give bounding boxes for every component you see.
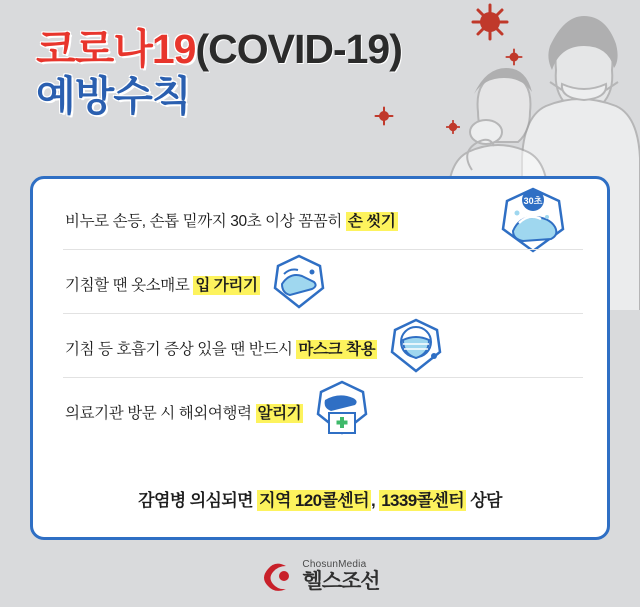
title-covid-english: (COVID-19) bbox=[195, 26, 402, 72]
rule-text bbox=[65, 337, 377, 359]
rule-text-before: 기침 등 호흡기 증상 있을 땐 반드시 bbox=[65, 341, 297, 358]
rule-text-highlight: 마스크 착용 bbox=[298, 341, 376, 358]
rule-text bbox=[65, 401, 303, 423]
rule-text-highlight: 알리기 bbox=[257, 405, 302, 422]
hospital-travel-icon bbox=[313, 380, 371, 445]
rule-text-before: 의료기관 방문 시 해외여행력 bbox=[65, 405, 256, 422]
rule-item-cough-etiquette bbox=[65, 255, 581, 313]
rule-item-wear-mask bbox=[65, 319, 581, 377]
rule-text bbox=[65, 209, 398, 231]
svg-text:30초: 30초 bbox=[523, 196, 543, 206]
chosun-media-logo bbox=[0, 559, 640, 593]
contact-1339-center: 1339콜센터 bbox=[381, 491, 465, 510]
contact-prefix: 감염병 의심되면 bbox=[138, 491, 258, 510]
rule-text-highlight: 입 가리기 bbox=[195, 277, 258, 294]
title-line-1 bbox=[36, 28, 476, 71]
title-line-2: 예방수칙 bbox=[36, 73, 191, 120]
contact-local-center: 지역 120콜센터 bbox=[259, 491, 369, 510]
rule-item-handwashing bbox=[65, 191, 581, 249]
logo-text-main: 헬스조선 bbox=[302, 569, 380, 593]
logo-text-top: ChosunMedia bbox=[302, 558, 367, 570]
prevention-rules-card bbox=[30, 176, 610, 540]
contact-suffix: 상담 bbox=[466, 491, 502, 510]
virus-icon bbox=[446, 120, 460, 134]
cough-sleeve-icon bbox=[270, 254, 328, 315]
rule-text-before: 기침할 땐 옷소매로 bbox=[65, 277, 194, 294]
divider bbox=[63, 377, 583, 378]
title-covid-korean: 코로나19 bbox=[36, 26, 196, 72]
face-mask-icon bbox=[387, 318, 445, 379]
contact-separator: , bbox=[370, 491, 380, 510]
virus-icon bbox=[470, 2, 510, 42]
divider bbox=[63, 249, 583, 250]
rule-text bbox=[65, 273, 260, 295]
page-title bbox=[36, 28, 476, 118]
rule-text-highlight: 손 씻기 bbox=[347, 213, 396, 230]
logo-mark-icon bbox=[260, 561, 294, 591]
divider bbox=[63, 313, 583, 314]
rule-text-before: 비누로 손등, 손톱 밑까지 30초 이상 꼼꼼히 bbox=[65, 213, 346, 230]
rule-item-report-travel bbox=[65, 383, 581, 441]
virus-icon bbox=[505, 48, 523, 66]
contact-info-line bbox=[33, 486, 607, 511]
